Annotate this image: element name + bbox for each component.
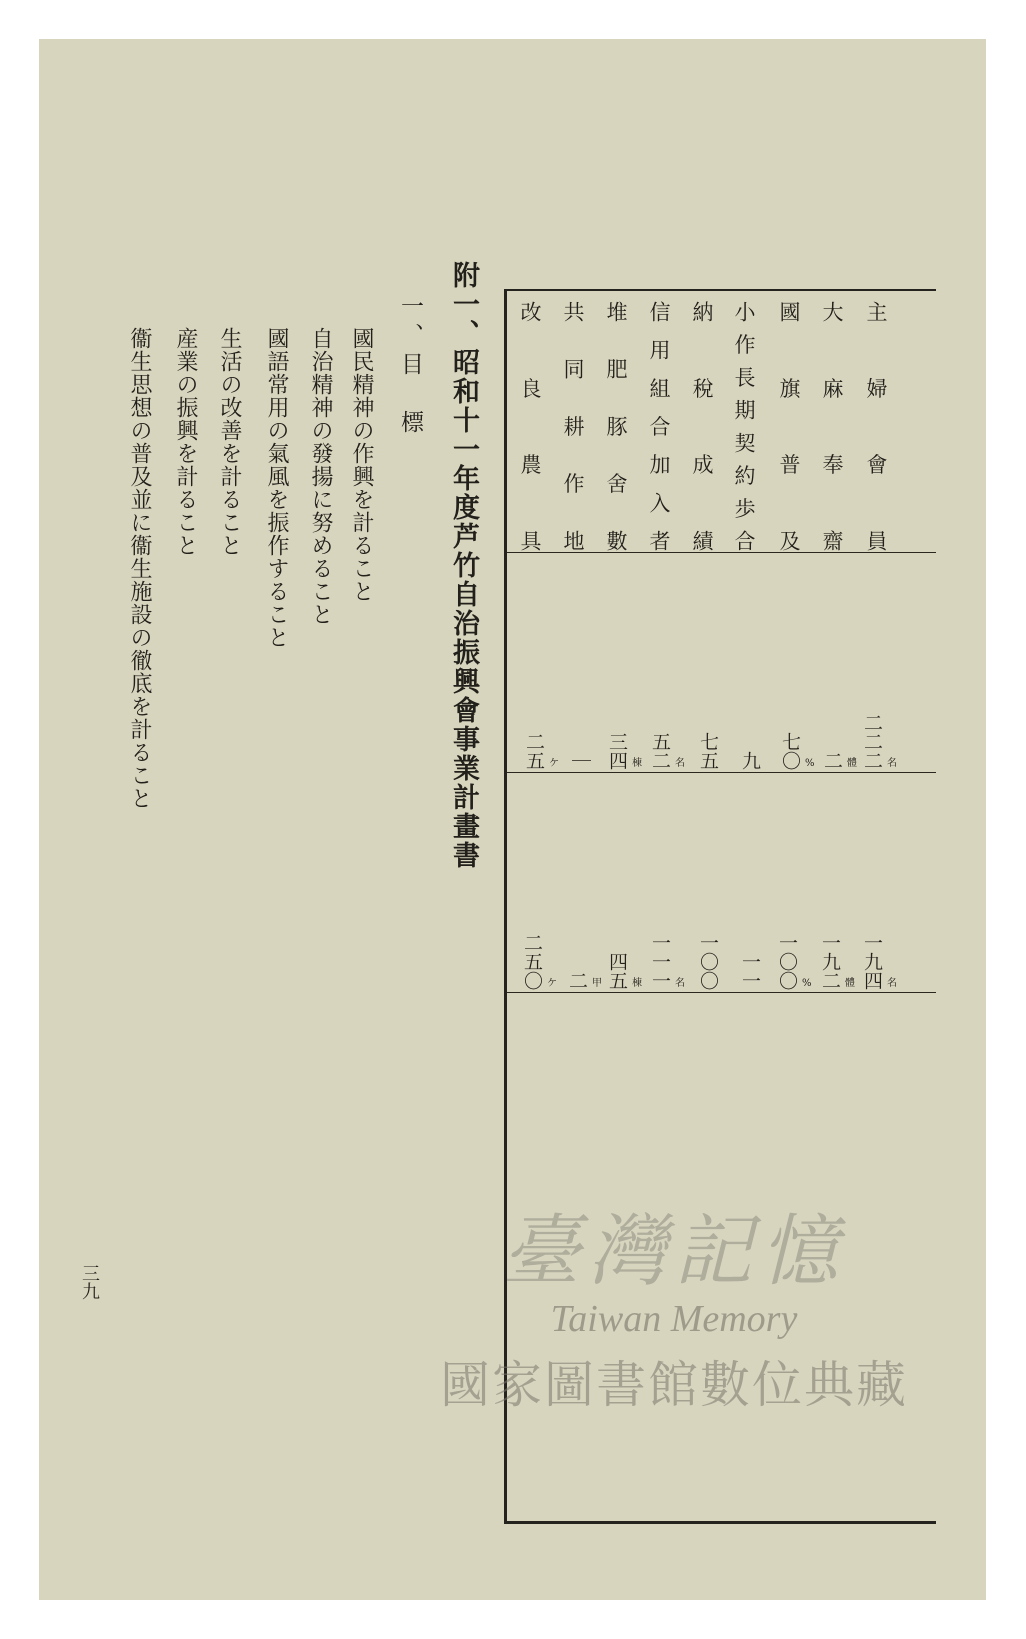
goal-item: 自治精神の發揚に努めること bbox=[308, 327, 333, 626]
goal-item: 衞生思想の普及並に衞生施設の徹底を計ること bbox=[127, 327, 152, 810]
table-cell: 四五 棟 bbox=[606, 952, 642, 990]
table-top-border bbox=[507, 289, 936, 291]
watermark-subtitle: 國家圖書館數位典藏 bbox=[440, 1356, 908, 1414]
table-row-label: 大麻奉齋 bbox=[820, 301, 844, 551]
table-bottom-border bbox=[504, 1521, 936, 1524]
table-cell: 一〇〇 % bbox=[776, 933, 812, 990]
table-row-label: 信用組合加入者 bbox=[647, 301, 671, 551]
watermark-english: Taiwan Memory bbox=[550, 1298, 798, 1340]
table-row-label: 國旗普及 bbox=[777, 301, 801, 551]
table-row-label: 主婦會員 bbox=[864, 301, 888, 551]
table-cell: 五二 名 bbox=[649, 732, 685, 770]
goal-item: 國民精神の作興を計ること bbox=[349, 327, 374, 603]
table-cell: 二五〇 ケ bbox=[521, 933, 557, 990]
table-cell: 九 bbox=[739, 751, 761, 770]
table-left-border bbox=[504, 289, 507, 1524]
table-cell: 七五 bbox=[697, 732, 719, 770]
table-row-label: 改良農具 bbox=[518, 301, 542, 551]
table-cell: 一九四 名 bbox=[861, 933, 897, 990]
table-cell: 二二二 名 bbox=[861, 713, 897, 770]
table-cell: 一一 bbox=[739, 952, 761, 990]
table-row-label: 小作長期契約歩合 bbox=[732, 301, 756, 551]
table-cell: 二 體 bbox=[821, 751, 857, 770]
goal-item: 國語常用の氣風を振作すること bbox=[264, 327, 289, 649]
taiwan-memory-watermark bbox=[414, 1189, 934, 1429]
goal-item: 産業の振興を計ること bbox=[173, 327, 198, 557]
goal-item: 生活の改善を計ること bbox=[217, 327, 242, 557]
table-cell: 二 甲 bbox=[566, 971, 602, 990]
table-row-label: 堆肥豚舍數 bbox=[604, 301, 628, 551]
table-cell: ｜ bbox=[569, 751, 591, 770]
table-header-divider bbox=[507, 552, 936, 553]
watermark-title: 臺灣記憶 bbox=[501, 1207, 846, 1297]
table-cell: 二五 ケ bbox=[523, 732, 559, 770]
table-cell: 三四 棟 bbox=[606, 732, 642, 770]
table-cell: 七〇 % bbox=[779, 732, 815, 770]
table-row-label: 納稅成績 bbox=[690, 301, 714, 551]
table-cell: 一一一 名 bbox=[649, 933, 685, 990]
table-cell: 一九二 體 bbox=[819, 933, 855, 990]
table-column-divider bbox=[507, 992, 936, 993]
table-column-divider bbox=[507, 772, 936, 773]
table-cell: 一〇〇 bbox=[697, 933, 719, 990]
section-heading: 一、目 標 bbox=[397, 294, 423, 439]
page-number: 三九 bbox=[79, 1264, 100, 1300]
document-page bbox=[39, 39, 986, 1600]
table-row-label: 共同耕作地 bbox=[561, 301, 585, 551]
document-title: 附一、昭和十一年度芦竹自治振興會事業計畫書 bbox=[448, 261, 479, 870]
